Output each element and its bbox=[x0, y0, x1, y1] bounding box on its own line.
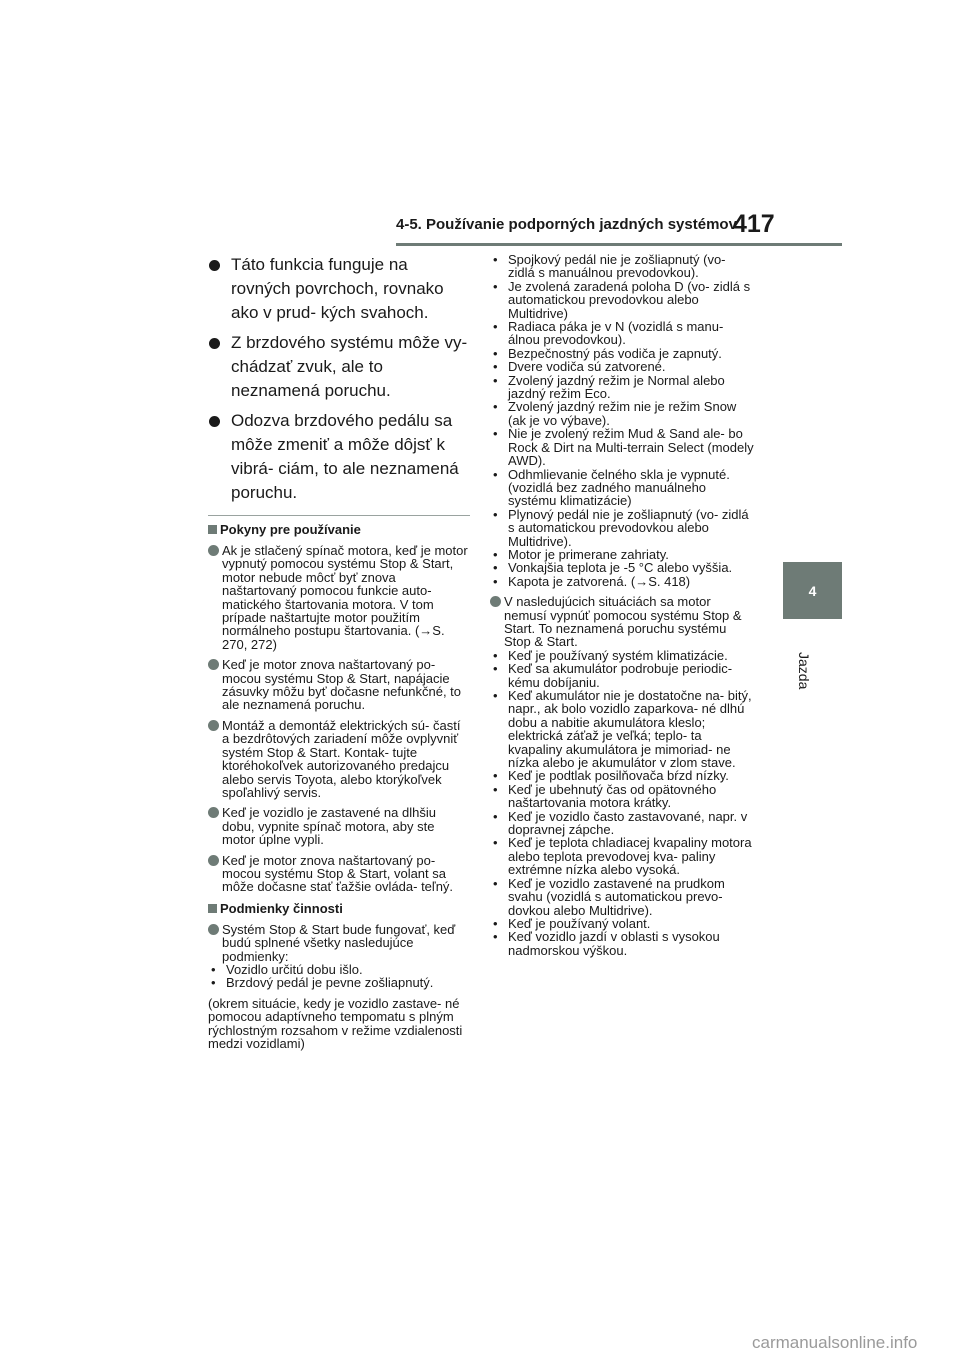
right-column bbox=[490, 253, 755, 964]
bullet-item: • Keď je teplota chladiacej kvapaliny motora alebo teplota prevodovej kva- paliny extrémne nízka alebo vysoká. bbox=[490, 836, 755, 876]
bullet-list bbox=[490, 253, 755, 588]
left-column bbox=[208, 253, 470, 1050]
list-item: Táto funkcia funguje na rovných povrchoch, rovnako ako v prud- kých svahoch. bbox=[208, 253, 470, 325]
bullet-item: • Keď akumulátor nie je dostatočne na- bitý, napr., ak bolo vozidlo zaparkova- né dlhú dobu a nabitie akumulátora kleslo; elektrická záťaž je veľká; teplo- ta kvapaliny akumulátora je mimoriad- ne nízka alebo je akumulátor v zlom stave. bbox=[490, 689, 755, 769]
section-header-title: 4-5. Používanie podporných jazdných systémov bbox=[396, 216, 737, 233]
circle-bullet-icon bbox=[208, 720, 219, 731]
section-divider bbox=[208, 515, 470, 516]
bullet-item: • Plynový pedál nie je zošliapnutý (vo- zidlá s automatickou prevodovkou alebo Multidrive). bbox=[490, 508, 755, 548]
bullet-dot-icon bbox=[209, 416, 220, 427]
bullet-item: • Keď je používaný systém klimatizácie. bbox=[490, 649, 755, 662]
bullet-item: • Keď je vozidlo zastavené na prudkom svahu (vozidlá s automatickou prevo- dovkou alebo Multidrive). bbox=[490, 877, 755, 917]
bullet-item: • Motor je primerane zahriaty. bbox=[490, 548, 755, 561]
bullet-item: • Zvolený jazdný režim nie je režim Snow (ak je vo výbave). bbox=[490, 400, 755, 427]
bullet-dot-icon bbox=[209, 338, 220, 349]
bullet-item: • Keď je ubehnutý čas od opätovného naštartovania motora krátky. bbox=[490, 783, 755, 810]
note-item: Keď je motor znova naštartovaný po- mocou systému Stop & Start, napájacie zásuvky môžu byť dočasne nefunkčné, to ale neznamená poruchu. bbox=[208, 658, 470, 712]
bullet-item: • Radiaca páka je v N (vozidlá s manu- álnou prevodovkou). bbox=[490, 320, 755, 347]
square-bullet-icon bbox=[208, 904, 217, 913]
note-item: V nasledujúcich situáciách sa motor nemusí vypnúť pomocou systému Stop & Start. To neznamená poruchu systému Stop & Start. bbox=[490, 595, 755, 649]
list-item: Z brzdového systému môže vy- chádzať zvuk, ale to neznamená poruchu. bbox=[208, 331, 470, 403]
bullet-list bbox=[490, 649, 755, 957]
bullet-item: • Je zvolená zaradená poloha D (vo- zidlá s automatickou prevodovkou alebo Multidrive) bbox=[490, 280, 755, 320]
bullet-item: • Nie je zvolený režim Mud & Sand ale- bo Rock & Dirt na Multi-terrain Select (modely AWD). bbox=[490, 427, 755, 467]
bullet-item: • Kapota je zatvorená. (→S. 418) bbox=[490, 575, 755, 588]
bullet-item: • Keď je podtlak posilňovača bŕzd nízky. bbox=[490, 769, 755, 782]
bullet-item: • Spojkový pedál nie je zošliapnutý (vo- zidlá s manuálnou prevodovkou). bbox=[490, 253, 755, 280]
bullet-item: • Keď je používaný volant. bbox=[490, 917, 755, 930]
circle-bullet-icon bbox=[208, 924, 219, 935]
bullet-item: • Brzdový pedál je pevne zošliapnutý. bbox=[208, 976, 470, 989]
circle-bullet-icon bbox=[208, 659, 219, 670]
circle-bullet-icon bbox=[208, 545, 219, 556]
section-heading: Pokyny pre používanie bbox=[208, 522, 470, 538]
page-number: 417 bbox=[733, 210, 775, 238]
list-item: Odozva brzdového pedálu sa môže zmeniť a môže dôjsť k vibrá- ciám, to ale neznamená poruchu. bbox=[208, 409, 470, 505]
circle-bullet-icon bbox=[208, 855, 219, 866]
circle-bullet-icon bbox=[208, 807, 219, 818]
note-item: Keď je vozidlo je zastavené na dlhšiu dobu, vypnite spínač motora, aby ste motor úplne vypli. bbox=[208, 806, 470, 846]
bullet-item: • Odhmlievanie čelného skla je vypnuté. (vozidlá bez zadného manuálneho systému klimatizácie) bbox=[490, 468, 755, 508]
note-item: Keď je motor znova naštartovaný po- mocou systému Stop & Start, volant sa môže dočasne stať ťažšie ovláda- teľný. bbox=[208, 854, 470, 894]
bullet-item: • Vozidlo určitú dobu išlo. bbox=[208, 963, 470, 976]
bullet-item: • Keď sa akumulátor podrobuje periodic- kému dobíjaniu. bbox=[490, 662, 755, 689]
bullet-item: • Zvolený jazdný režim je Normal alebo jazdný režim Eco. bbox=[490, 374, 755, 401]
bullet-dot-icon bbox=[209, 260, 220, 271]
circle-bullet-icon bbox=[490, 596, 501, 607]
note-item: Ak je stlačený spínač motora, keď je motor vypnutý pomocou systému Stop & Start, motor nebude môcť byť znova naštartovaný pomocou funkcie auto- matického štartovania motora. V tom prípade naštartujte motor použitím normálneho postupu štartovania. (→S. 270, 272) bbox=[208, 544, 470, 651]
note-paragraph: (okrem situácie, kedy je vozidlo zastave- né pomocou adaptívneho tempomatu s plným rýchlostným rozsahom v režime vzdialenosti medzi vozidlami) bbox=[208, 995, 463, 1051]
bullet-item: • Bezpečnostný pás vodiča je zapnutý. bbox=[490, 347, 755, 360]
note-item: Montáž a demontáž elektrických sú- častí a bezdrôtových zariadení môže ovplyvniť systém Stop & Start. Kontak- tujte ktoréhokoľvek autorizovaného predajcu alebo servis Toyota, alebo ktorýkoľvek spoľahlivý servis. bbox=[208, 719, 470, 799]
watermark: carmanualsonline.info bbox=[752, 1333, 918, 1352]
bullet-item: • Dvere vodiča sú zatvorené. bbox=[490, 360, 755, 373]
chapter-tab[interactable] bbox=[783, 562, 842, 619]
square-bullet-icon bbox=[208, 525, 217, 534]
chapter-tab-number: 4 bbox=[808, 582, 817, 599]
bullet-item: • Keď vozidlo jazdí v oblasti s vysokou nadmorskou výškou. bbox=[490, 930, 755, 957]
bullet-item: • Vonkajšia teplota je -5 °C alebo vyššia. bbox=[490, 561, 755, 574]
section-heading: Podmienky činnosti bbox=[208, 901, 470, 917]
note-item: Systém Stop & Start bude fungovať, keď budú splnené všetky nasledujúce podmienky: bbox=[208, 923, 470, 963]
header-rule bbox=[396, 243, 842, 246]
bullet-list bbox=[208, 963, 470, 990]
chapter-side-label: Jazda bbox=[796, 652, 812, 690]
bullet-item: • Keď je vozidlo často zastavované, napr. v dopravnej zápche. bbox=[490, 810, 755, 837]
